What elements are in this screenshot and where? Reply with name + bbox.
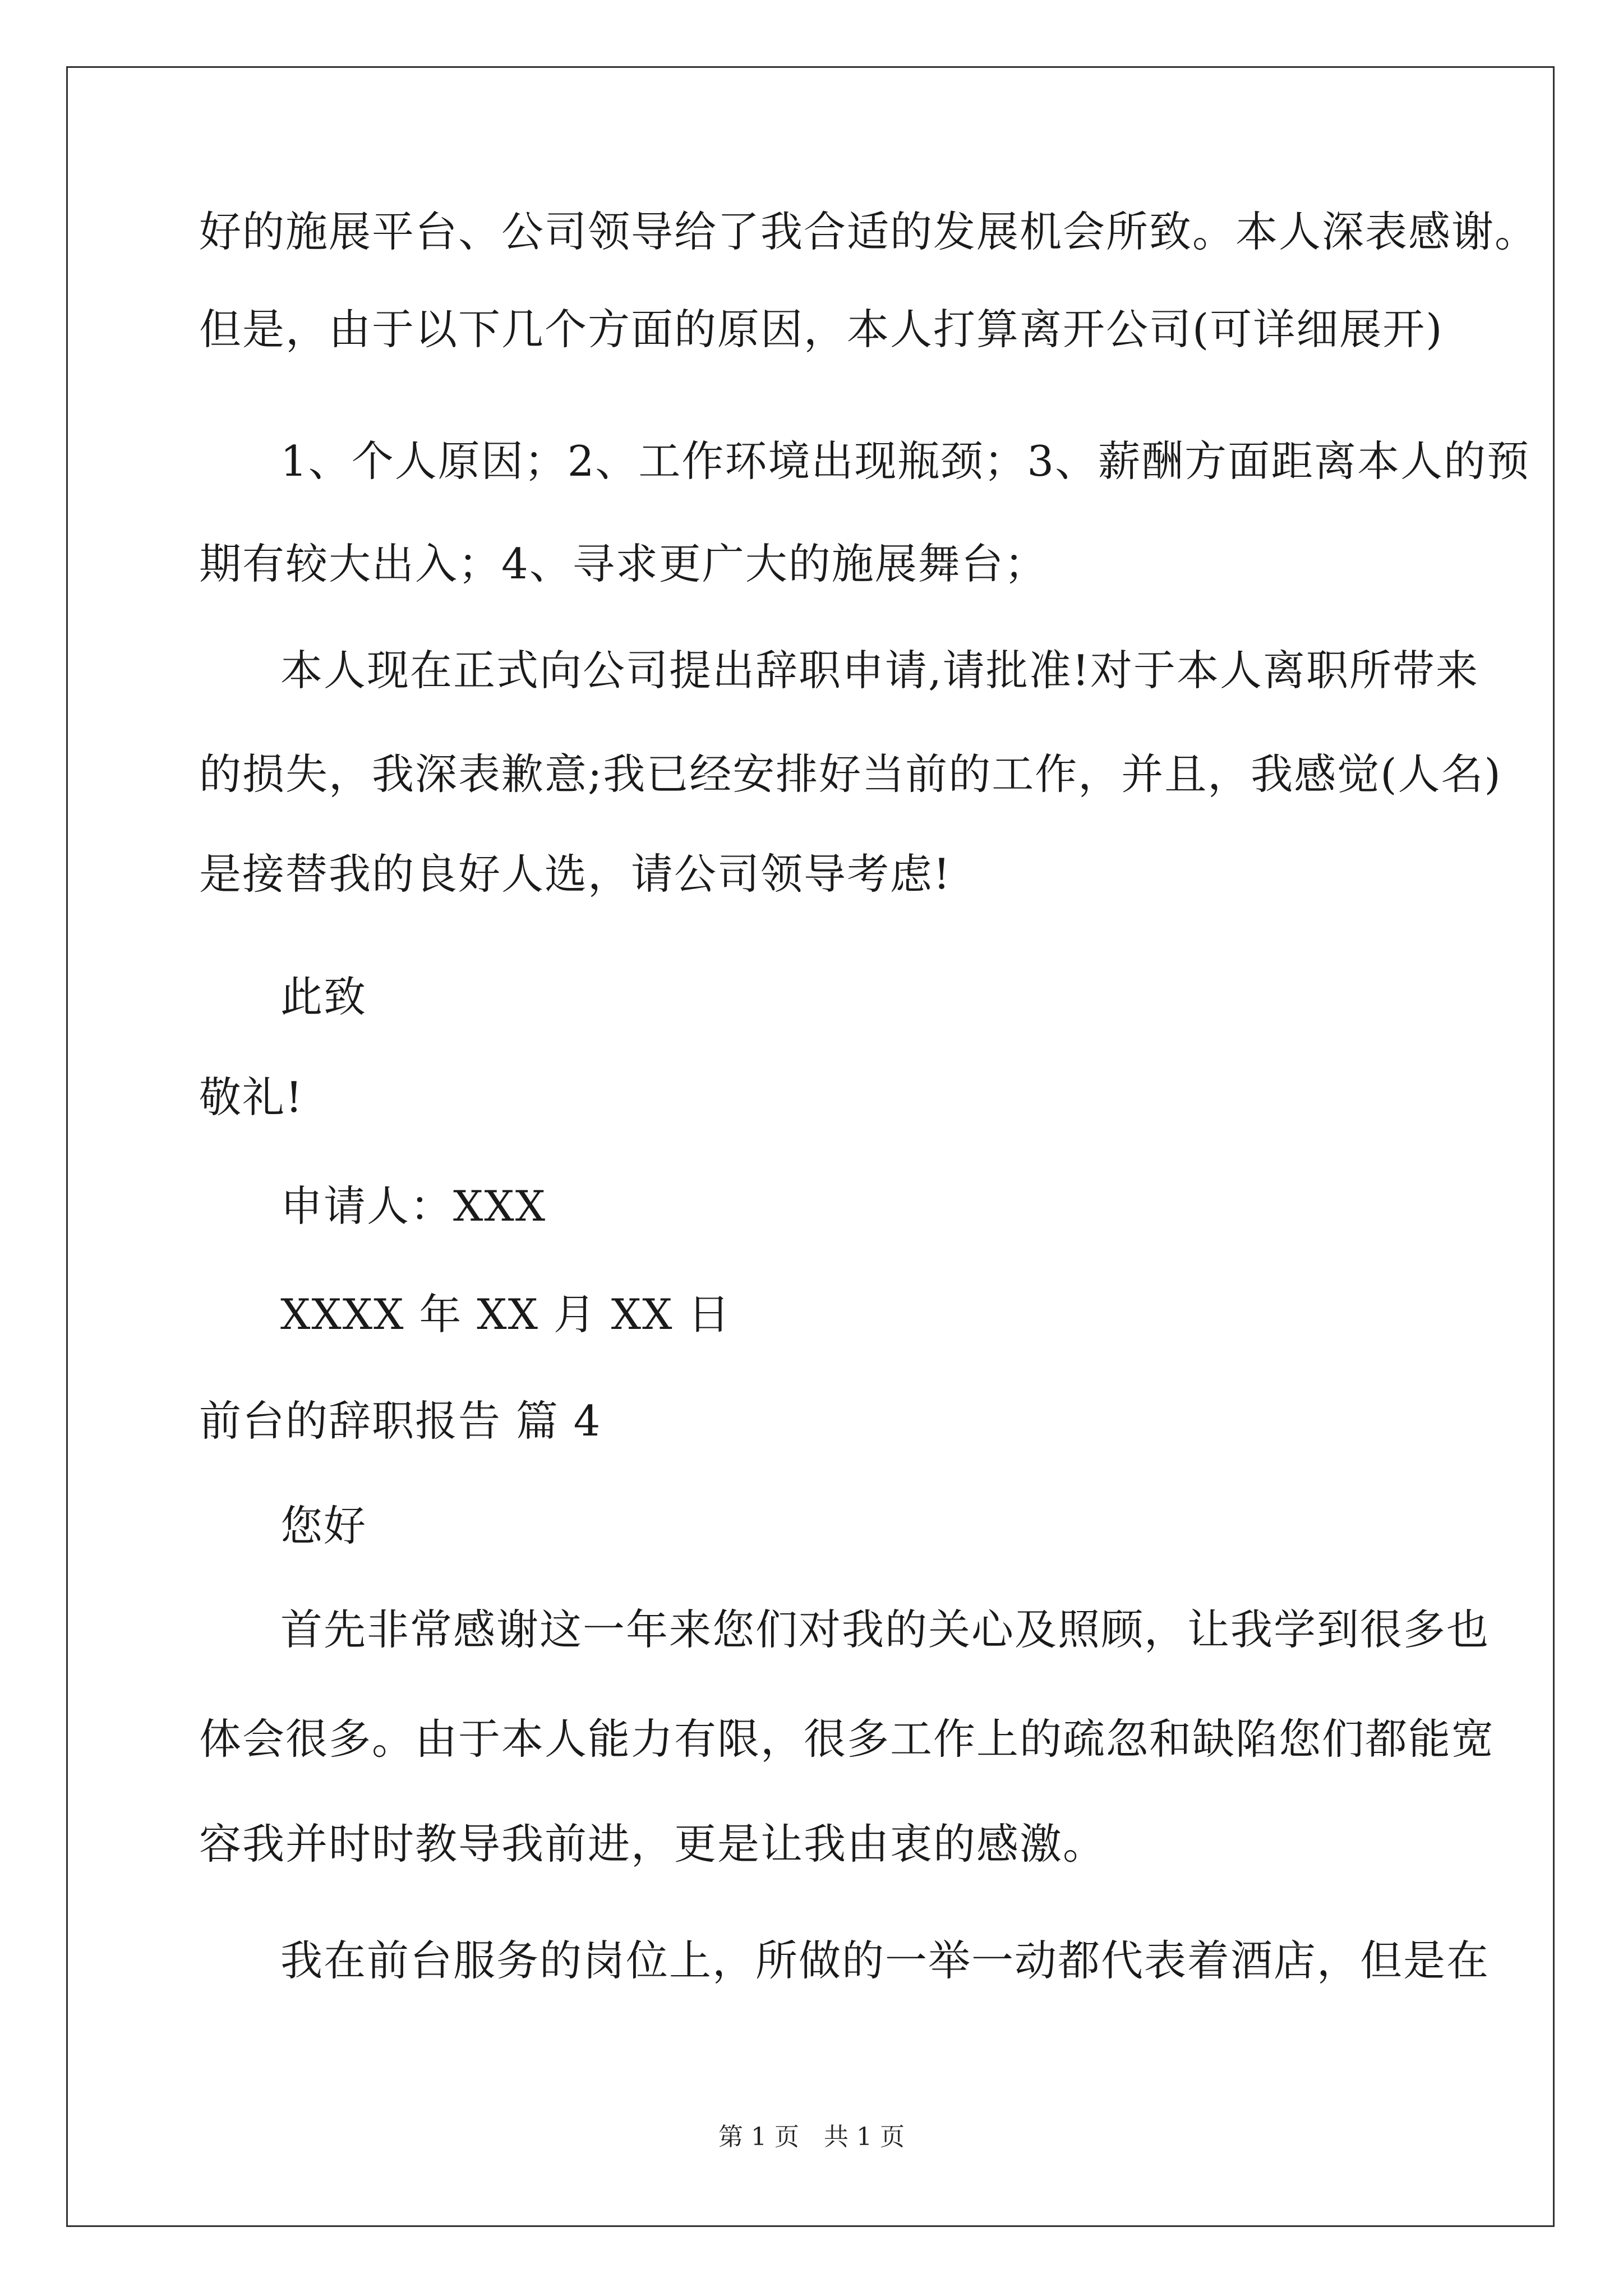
greeting-line: 您好 xyxy=(280,1501,367,1550)
text-line: 的损失，我深表歉意;我已经安排好当前的工作，并且，我感觉(人名) xyxy=(199,749,1502,799)
text-line: 我在前台服务的岗位上，所做的一举一动都代表着酒店，但是在 xyxy=(280,1936,1490,1985)
text-line: 是接替我的良好人选，请公司领导考虑! xyxy=(199,849,952,899)
date-line: XXXX 年 XX 月 XX 日 xyxy=(280,1290,731,1339)
text-line: 本人现在正式向公司提出辞职申请,请批准!对于本人离职所带来 xyxy=(280,646,1479,695)
text-line: 容我并时时教导我前进，更是让我由衷的感激。 xyxy=(199,1819,1106,1869)
text-line: 体会很多。由于本人能力有限，很多工作上的疏忽和缺陷您们都能宽 xyxy=(199,1714,1495,1764)
page-footer: 第 1 页 共 1 页 xyxy=(718,2123,905,2151)
page-frame xyxy=(66,66,1555,2227)
text-line: 期有较大出入；4、寻求更广大的施展舞台； xyxy=(199,539,1048,588)
text-line: 好的施展平台、公司领导给了我合适的发展机会所致。本人深表感谢。 xyxy=(199,207,1538,256)
text-line: 首先非常感谢这一年来您们对我的关心及照顾，让我学到很多也 xyxy=(280,1605,1490,1654)
text-line: 1、个人原因；2、工作环境出现瓶颈；3、薪酬方面距离本人的预 xyxy=(280,436,1530,486)
salutation-line: 敬礼! xyxy=(199,1073,304,1122)
section-heading: 前台的辞职报告 篇 4 xyxy=(199,1396,602,1446)
closing-line: 此致 xyxy=(280,972,367,1022)
text-line: 但是，由于以下几个方面的原因，本人打算离开公司(可详细展开) xyxy=(199,305,1444,354)
applicant-line: 申请人：XXX xyxy=(280,1181,547,1231)
